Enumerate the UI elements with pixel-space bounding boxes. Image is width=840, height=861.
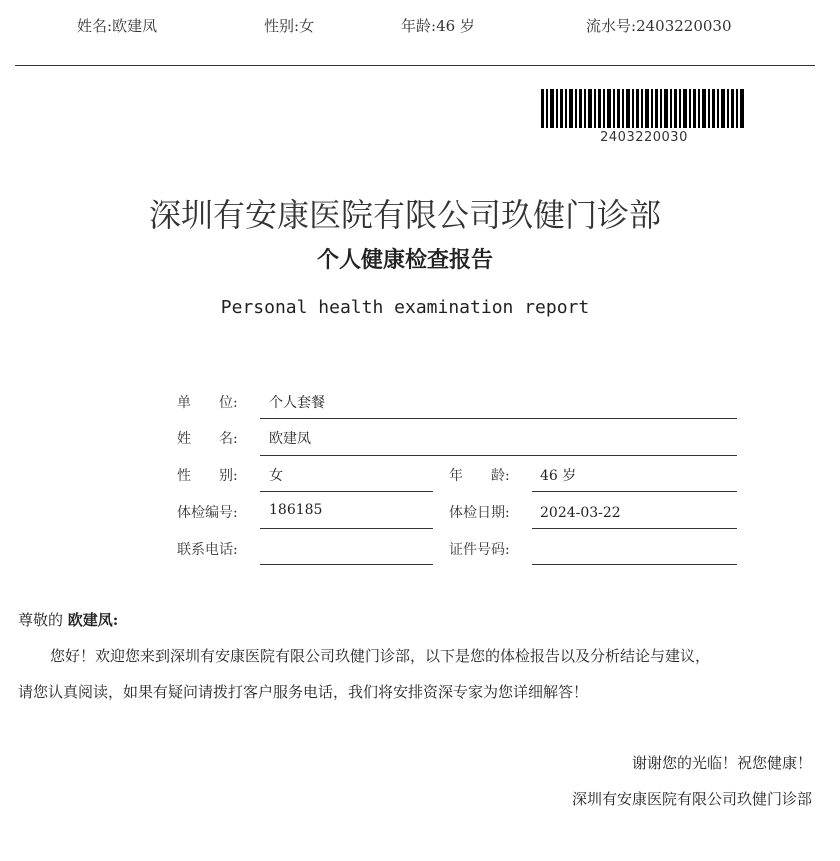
header-serial-label: 流水号:	[586, 17, 637, 35]
salutation-text: 尊敬的	[18, 611, 64, 629]
signature: 深圳有安康医院有限公司玖健门诊部	[571, 790, 812, 808]
gender-value: 女	[269, 468, 283, 484]
letter-line-1: 您好！欢迎您来到深圳有安康医院有限公司玖健门诊部，以下是您的体检报告以及分析结论与建议，	[50, 647, 711, 665]
header-name-label: 姓名:	[77, 17, 113, 35]
header-serial	[586, 15, 732, 36]
exam-number-underline	[260, 528, 433, 529]
barcode-number: 2403220030	[600, 130, 688, 145]
name-value: 欧建凤	[269, 431, 311, 447]
salutation	[18, 609, 118, 630]
header-gender-label: 性别:	[264, 17, 300, 35]
barcode-bars	[540, 89, 748, 128]
unit-value: 个人套餐	[269, 395, 325, 411]
report-title-english: Personal health examination report	[220, 297, 590, 318]
header-gender	[264, 15, 314, 36]
name-label: 姓 名:	[177, 431, 238, 447]
unit-label: 单 位:	[177, 395, 238, 411]
unit-underline	[260, 418, 737, 419]
phone-underline	[260, 564, 433, 565]
exam-number-value: 186185	[269, 502, 323, 518]
gender-underline	[260, 491, 433, 492]
exam-date-label: 体检日期:	[449, 505, 510, 521]
gender-label: 性 别:	[177, 468, 238, 484]
age-underline	[532, 491, 737, 492]
header-serial-value: 2403220030	[636, 17, 732, 35]
report-title: 个人健康检查报告	[316, 247, 493, 273]
letter-line-2: 请您认真阅读，如果有疑问请拨打客户服务电话，我们将安排资深专家为您详细解答！	[18, 683, 589, 701]
organization-title: 深圳有安康医院有限公司玖健门诊部	[148, 196, 661, 234]
id-number-label: 证件号码:	[449, 542, 510, 558]
exam-number-label: 体检编号:	[177, 505, 238, 521]
phone-label: 联系电话:	[177, 542, 238, 558]
header-age	[401, 15, 475, 36]
age-value: 46 岁	[540, 468, 577, 484]
name-underline	[260, 455, 737, 456]
exam-date-value: 2024-03-22	[540, 505, 621, 521]
header-gender-value: 女	[299, 17, 315, 35]
recipient-name: 欧建凤:	[67, 611, 119, 629]
barcode	[540, 89, 748, 145]
header-name	[77, 15, 157, 36]
id-number-underline	[532, 564, 737, 565]
exam-date-underline	[532, 528, 737, 529]
header-age-value: 46 岁	[436, 17, 475, 35]
age-label: 年 龄:	[449, 468, 510, 484]
closing-greeting: 谢谢您的光临！祝您健康！	[631, 754, 812, 772]
header-divider	[15, 65, 815, 66]
header-age-label: 年龄:	[401, 17, 437, 35]
header-name-value: 欧建凤	[112, 17, 158, 35]
